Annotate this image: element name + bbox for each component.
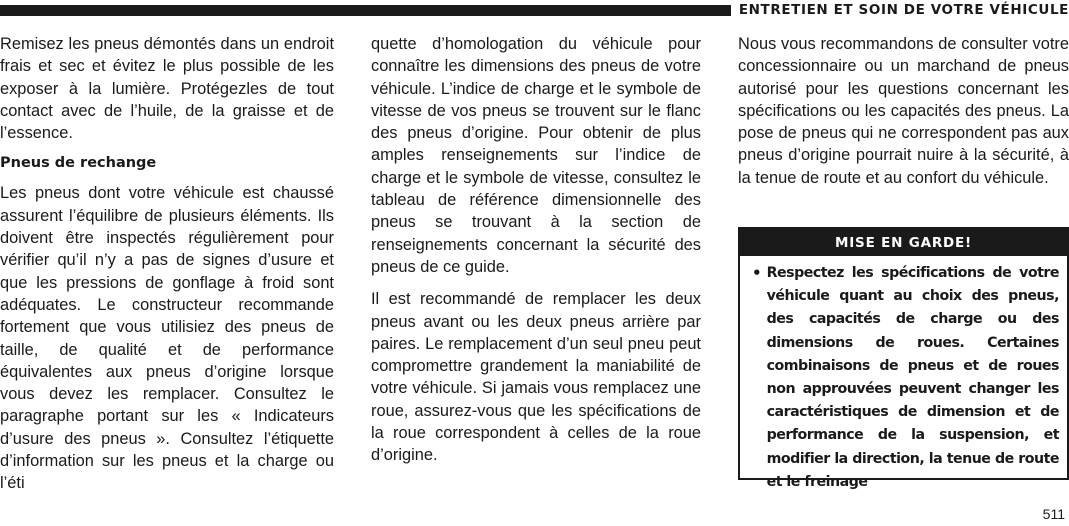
subheading-replacement-tires: Pneus de rechange	[0, 155, 157, 172]
paragraph-gap	[371, 278, 701, 288]
bullet-icon: •	[752, 264, 762, 282]
text-column-2	[371, 33, 701, 467]
section-title: ENTRETIEN ET SOIN DE VOTRE VÉHICULE	[738, 2, 1069, 18]
running-header	[0, 2, 1069, 18]
warning-body	[740, 256, 1067, 494]
warning-text: Respectez les spécifications de votre véhicule quant au choix des pneus, des capacités de charge ou des dimensions de roues. Certaines combinaisons de pneus et de roues non approuvées peuvent changer les caractéristiques de dimension et de performance de la suspension, et modifier la direction, la tenue de route et le freinage	[766, 265, 1059, 490]
text-column-3	[738, 33, 1069, 189]
paragraph-tire-label: quette d’homologation du véhicule pour connaître les dimensions des pneus de votre véhicule. L’indice de charge et le symbole de vitesse de vos pneus se trouvent sur le flanc des pneus d’origine. Pour obtenir de plus amples renseignements sur l’indice de charge et le symbole de vitesse, consultez le tableau de référence dimensionnelle des pneus se trouvant à la section de renseignements concernant la sécurité des pneus de ce guide.	[371, 35, 701, 276]
paragraph-replacement-tires: Les pneus dont votre véhicule est chaussé assurent l’équilibre de plusieurs éléments. Ils doivent être inspectés régulièrement pour vérifier qu’il n’y a pas de signes d’usure et que les pressions de gonflage à froid sont adéquates. Le constructeur recommande fortement que vous utilisiez des pneus de taille, de qualité et de performance équivalentes aux pneus d’origine lorsque vous devez les remplacer. Consultez le paragraphe portant sur les « Indicateurs d’usure des pneus ». Consultez l’étiquette d’information sur les pneus et la charge ou l’éti	[0, 184, 334, 493]
warning-box	[738, 227, 1069, 490]
paragraph-dealer-recommendation: Nous vous recommandons de consulter votre concessionnaire ou un marchand de pneus autorisé pour les questions concernant les spécifications ou les capacités des pneus. La pose de pneus qui ne correspondent pas aux pneus d’origine pourrait nuire à la sécurité, à la tenue de route et au confort du véhicule.	[738, 35, 1069, 187]
paragraph-storage: Remisez les pneus démontés dans un endroit frais et sec et évitez le plus possible de les exposer à la lumière. Protégezles de tout contact avec de l’huile, de la graisse et de l’essence.	[0, 35, 334, 143]
text-column-1	[0, 33, 334, 495]
header-rule	[0, 5, 731, 16]
page-number: 511	[1042, 506, 1065, 522]
warning-title: MISE EN GARDE!	[740, 229, 1067, 256]
paragraph-pairs-replacement: Il est recommandé de remplacer les deux pneus avant ou les deux pneus arrière par paires. Le remplacement d’un seul pneu peut compromettre grandement la maniabilité de votre véhicule. Si jamais vous remplacez une roue, assurez-vous que les spécifications de la roue correspondent à celles de la roue d’origine.	[371, 290, 701, 465]
